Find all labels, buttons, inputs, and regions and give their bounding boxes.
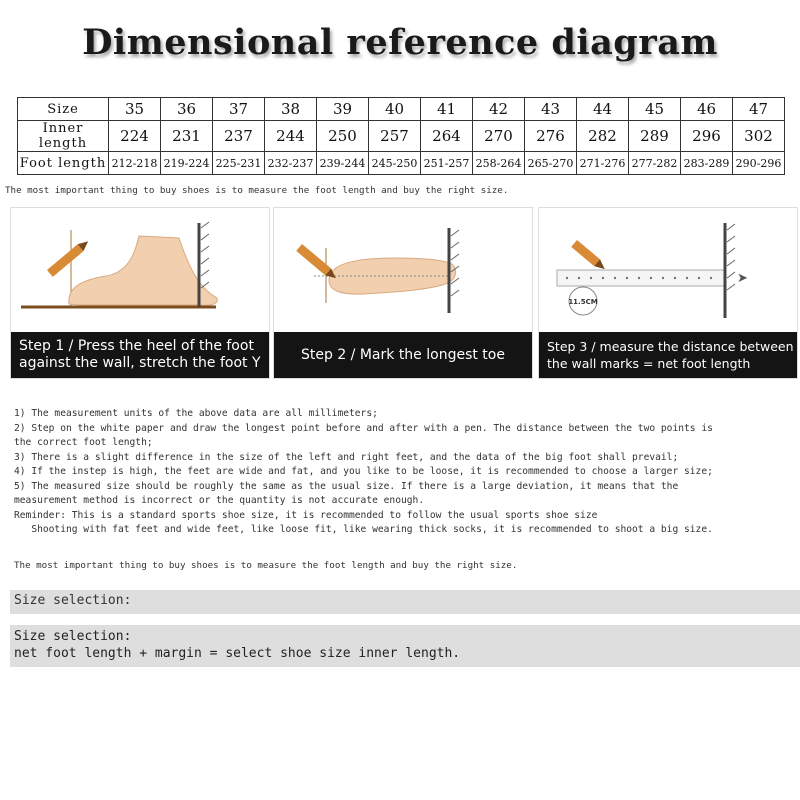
step-1-caption bbox=[11, 332, 269, 378]
step-2-illustration bbox=[274, 208, 532, 332]
step-2-panel bbox=[273, 207, 533, 379]
foot-length-cell: 212-218 bbox=[109, 152, 161, 175]
size-cell: 36 bbox=[161, 98, 213, 121]
size-formula-text: net foot length + margin = select shoe size inner length. bbox=[14, 646, 461, 661]
inner-length-cell: 257 bbox=[369, 121, 421, 152]
size-cell: 35 bbox=[109, 98, 161, 121]
inner-length-cell: 289 bbox=[629, 121, 681, 152]
foot-length-cell: 265-270 bbox=[525, 152, 577, 175]
step-3-illustration bbox=[539, 208, 797, 332]
inner-length-row bbox=[18, 121, 785, 152]
instruction-line: the correct foot length; bbox=[14, 437, 153, 448]
foot-length-cell: 290-296 bbox=[733, 152, 785, 175]
inner-length-cell: 237 bbox=[213, 121, 265, 152]
tip-text: The most important thing to buy shoes is to measure the foot length and buy the right size. bbox=[5, 185, 509, 196]
inner-length-cell: 282 bbox=[577, 121, 629, 152]
step-2-caption-line-1: Step 2 / Mark the longest toe bbox=[301, 346, 505, 363]
foot-length-cell: 277-282 bbox=[629, 152, 681, 175]
size-cell: 43 bbox=[525, 98, 577, 121]
size-table bbox=[17, 97, 785, 175]
tip-text-bottom: The most important thing to buy shoes is to measure the foot length and buy the right size. bbox=[14, 560, 518, 571]
cursor-icon: ➤ bbox=[737, 271, 748, 286]
instruction-line: 3) There is a slight difference in the size of the left and right feet, and the data of the big foot shall prevail; bbox=[14, 451, 679, 463]
instruction-line: 4) If the instep is high, the feet are wide and fat, and you like to be loose, it is recommended to choose a larger size; bbox=[14, 466, 713, 477]
size-selection-label: Size selection: bbox=[14, 593, 132, 608]
foot-length-cell: 245-250 bbox=[369, 152, 421, 175]
inner-length-cell: 302 bbox=[733, 121, 785, 152]
inner-length-cell: 296 bbox=[681, 121, 733, 152]
step-3-caption-line-2: the wall marks = net foot length bbox=[547, 356, 751, 371]
size-cell: 40 bbox=[369, 98, 421, 121]
ruler-label: 11.5CM bbox=[568, 298, 598, 306]
foot-length-cell: 258-264 bbox=[473, 152, 525, 175]
size-cell: 47 bbox=[733, 98, 785, 121]
step-3-panel bbox=[538, 207, 798, 379]
size-cell: 46 bbox=[681, 98, 733, 121]
step-1-caption-line-1: Step 1 / Press the heel of the foot bbox=[19, 338, 254, 354]
instruction-line: Shooting with fat feet and wide feet, like loose fit, like wearing thick socks, it is recommended to shoot a big size. bbox=[14, 524, 713, 535]
step-1-caption-line-2: against the wall, stretch the foot Y bbox=[19, 355, 261, 371]
instruction-line: measurement method is incorrect or the quantity is not accurate enough. bbox=[14, 495, 425, 506]
foot-length-cell: 251-257 bbox=[421, 152, 473, 175]
foot-length-cell: 271-276 bbox=[577, 152, 629, 175]
size-cell: 37 bbox=[213, 98, 265, 121]
size-cell: 44 bbox=[577, 98, 629, 121]
size-selection-bar bbox=[10, 590, 800, 614]
size-row bbox=[18, 98, 785, 121]
instruction-line: Reminder: This is a standard sports shoe size, it is recommended to follow the usual sports shoe size bbox=[14, 509, 598, 521]
size-cell: 45 bbox=[629, 98, 681, 121]
inner-length-cell: 264 bbox=[421, 121, 473, 152]
page-title: Dimensional reference diagram bbox=[82, 22, 718, 63]
step-1-panel bbox=[10, 207, 270, 379]
foot-length-cell: 283-289 bbox=[681, 152, 733, 175]
size-formula-bar bbox=[10, 625, 800, 667]
size-cell: 42 bbox=[473, 98, 525, 121]
step-1-illustration bbox=[11, 208, 269, 332]
instruction-line: 2) Step on the white paper and draw the longest point before and after with a pen. The distance between the two points is bbox=[14, 422, 713, 434]
inner-length-cell: 276 bbox=[525, 121, 577, 152]
foot-length-row bbox=[18, 152, 785, 175]
size-cell: 38 bbox=[265, 98, 317, 121]
foot-length-cell: 232-237 bbox=[265, 152, 317, 175]
foot-length-cell: 225-231 bbox=[213, 152, 265, 175]
inner-length-cell: 231 bbox=[161, 121, 213, 152]
instructions-list bbox=[14, 407, 713, 538]
step-3-caption-line-1: Step 3 / measure the distance between bbox=[547, 339, 794, 354]
foot-length-cell: 219-224 bbox=[161, 152, 213, 175]
step-3-caption bbox=[539, 332, 797, 378]
inner-length-cell: 224 bbox=[109, 121, 161, 152]
size-cell: 39 bbox=[317, 98, 369, 121]
foot-length-cell: 239-244 bbox=[317, 152, 369, 175]
foot-length-row-header: Foot length bbox=[18, 152, 109, 175]
inner-length-cell: 244 bbox=[265, 121, 317, 152]
size-cell: 41 bbox=[421, 98, 473, 121]
step-2-caption bbox=[274, 332, 532, 378]
inner-length-row-header: Inner length bbox=[18, 121, 109, 152]
size-row-header: Size bbox=[18, 98, 109, 121]
inner-length-cell: 250 bbox=[317, 121, 369, 152]
instruction-line: 1) The measurement units of the above data are all millimeters; bbox=[14, 408, 378, 419]
instruction-line: 5) The measured size should be roughly the same as the usual size. If there is a large deviation, it means that the bbox=[14, 480, 679, 492]
size-selection-label: Size selection: bbox=[14, 629, 132, 644]
inner-length-cell: 270 bbox=[473, 121, 525, 152]
